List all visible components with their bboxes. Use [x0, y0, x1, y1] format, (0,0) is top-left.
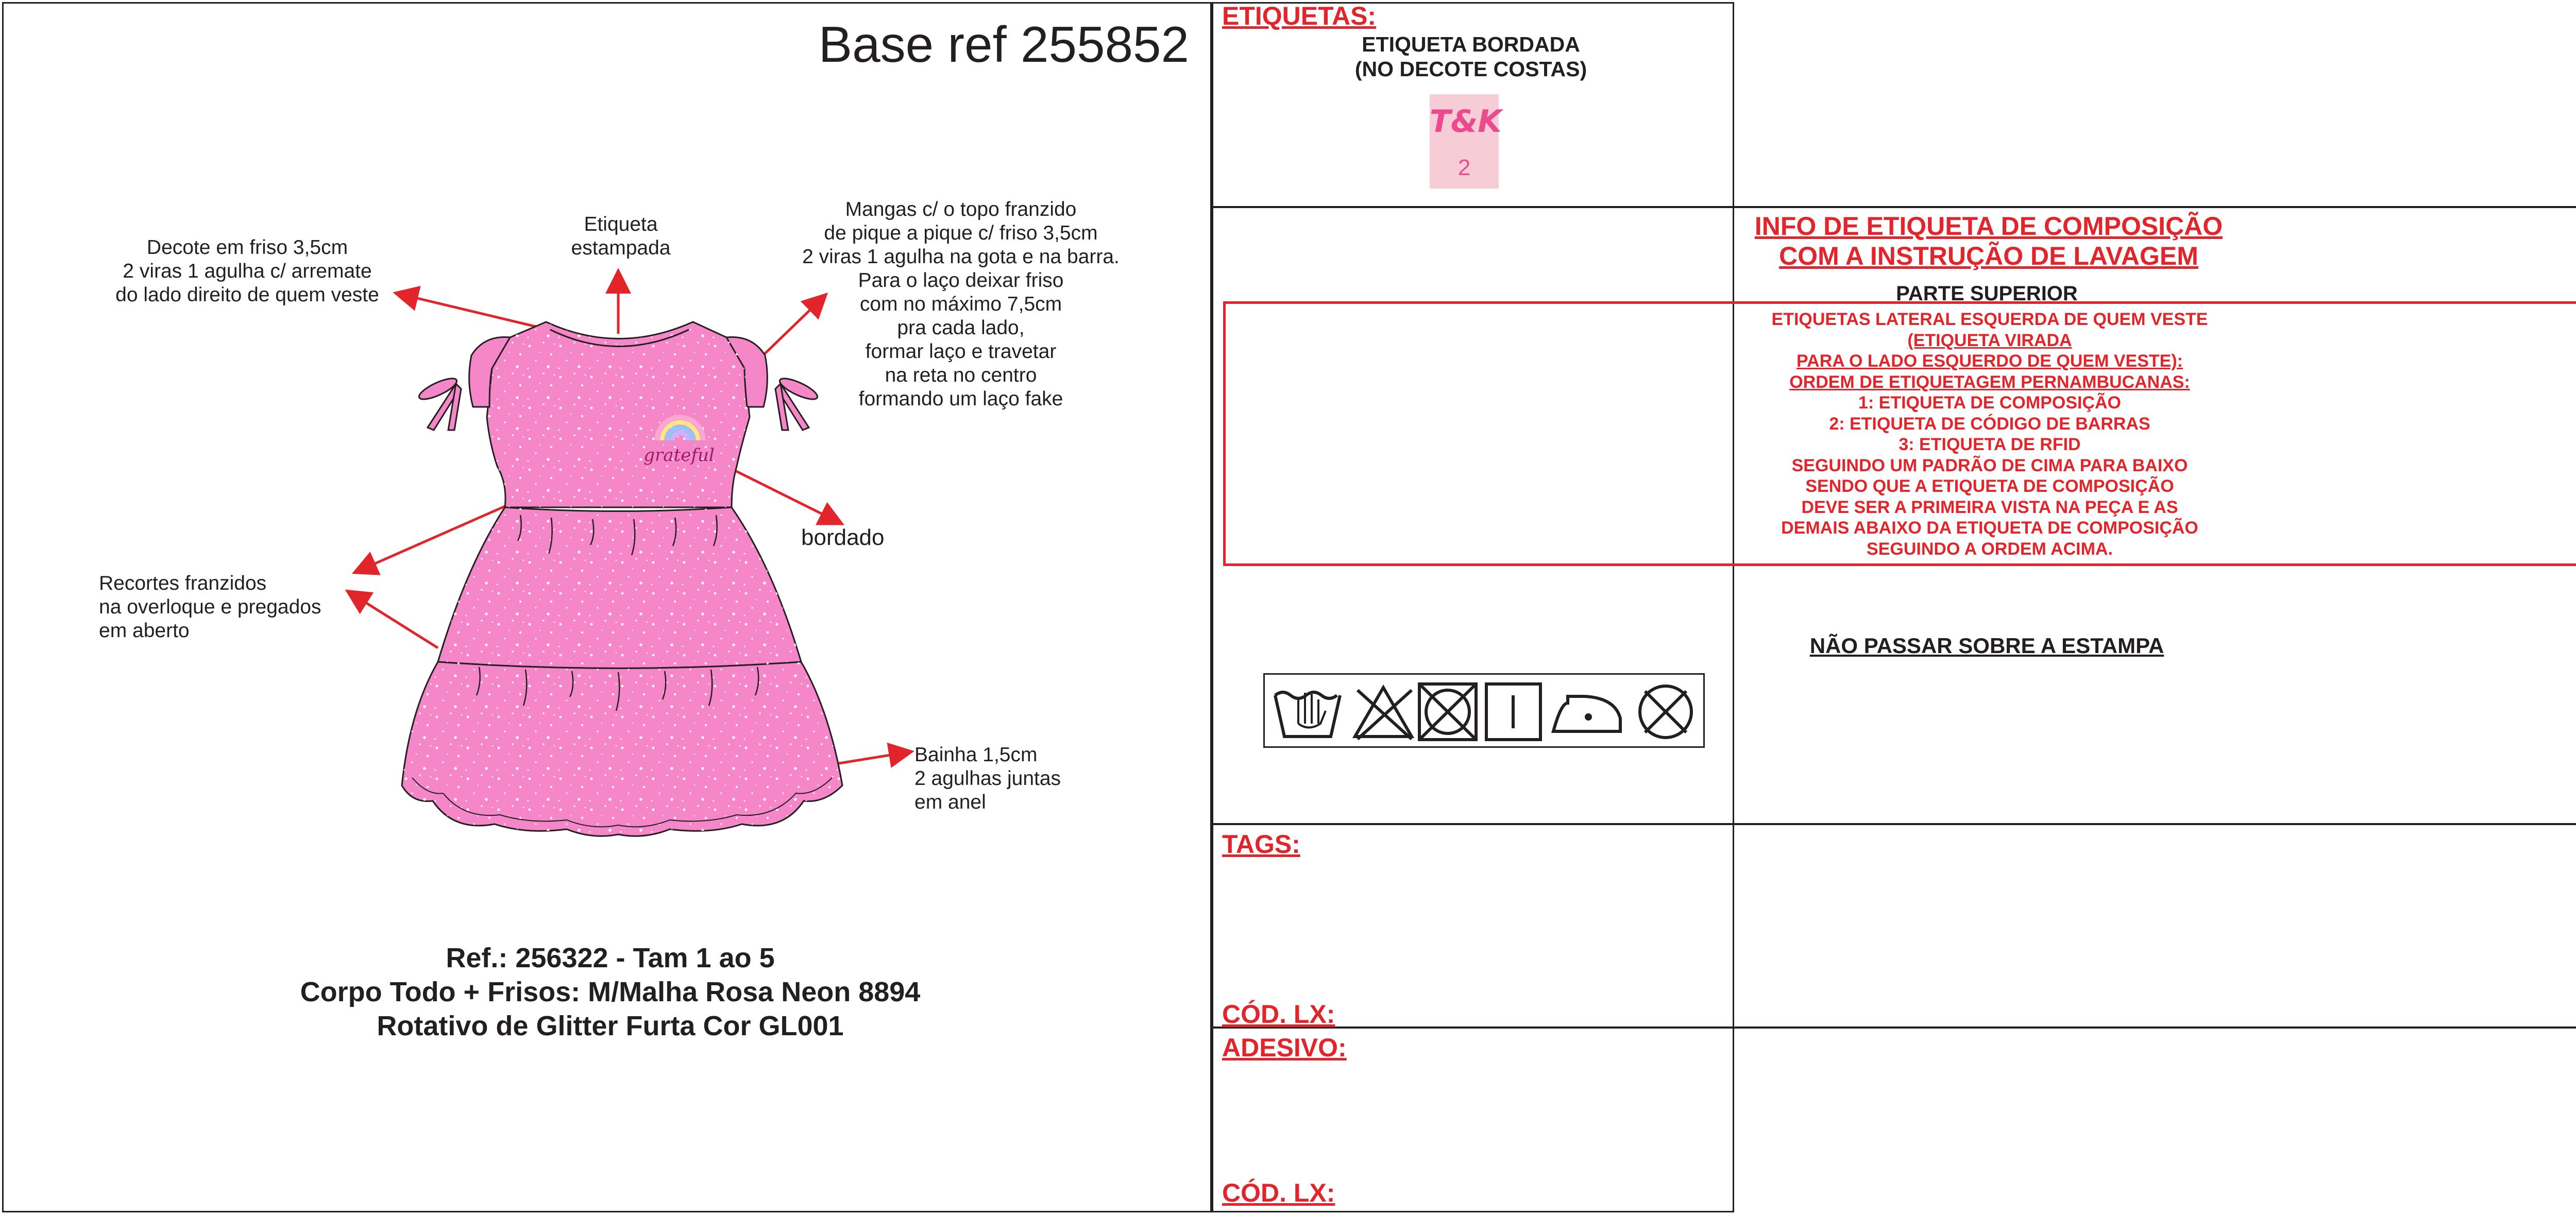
fabric-body: Corpo Todo + Frisos: M/Malha Rosa Neon 8894 — [300, 977, 921, 1007]
note-bainha: Bainha 1,5cm 2 agulhas juntas em anel — [914, 744, 1061, 813]
note-etiqueta-estampada: Etiqueta estampada — [571, 213, 671, 259]
note-bordado: bordado — [801, 525, 885, 550]
divider-etiquetas — [1213, 206, 2576, 208]
no-bleach-icon — [1355, 688, 1412, 739]
tags-cod-lx: CÓD. LX: — [1222, 1000, 1335, 1029]
adesivo-cod-lx: CÓD. LX: — [1222, 1178, 1335, 1207]
note-recortes: Recortes franzidos na overloque e pregados em aberto — [99, 572, 321, 642]
line-dry-icon — [1486, 684, 1540, 740]
composition-instructions: ETIQUETAS LATERAL ESQUERDA DE QUEM VESTE (ETIQUETA VIRADA PARA O LADO ESQUERDO DE QUEM VESTE): ORDEM DE ETIQUETAGEM PERNAMBUCANAS: 1: ETIQUETA DE COMPOSIÇÃO 2: ETIQUETA DE CÓDIGO DE BARRAS 3: ETIQUETA DE RFID SEGUINDO UM PADRÃO DE CIMA PARA BAIXO SENDO QUE A ETIQUETA DE COMPOSIÇÃO DEVE SER A PRIMEIRA VISTA NA PEÇA E AS DEMAIS ABAIXO DA ETIQUETA DE COMPOSIÇÃO SEGUINDO A ORDEM ACIMA. — [1771, 310, 2208, 559]
etiqueta-bordada-text: ETIQUETA BORDADA (NO DECOTE COSTAS) — [1354, 32, 1587, 81]
fabric-info — [10, 941, 1210, 1043]
label-size: 2 — [1458, 155, 1471, 180]
parte-superior: PARTE SUPERIOR — [1896, 282, 2078, 305]
note-mangas: Mangas c/ o topo franzido de pique a pique c/ friso 3,5cm 2 viras 1 agulha na gota e na barra. Para o laço deixar friso com no máximo 7,5cm pra cada lado, formar laço e travetar na reta no centro formando um laço fake — [802, 198, 1120, 410]
base-ref-title: Base ref 255852 — [818, 16, 1189, 73]
hand-wash-icon — [1275, 692, 1340, 737]
nao-passar-text: NÃO PASSAR SOBRE A ESTAMPA — [1809, 634, 2164, 658]
brand-label — [1430, 94, 1502, 189]
fabric-print: Rotativo de Glitter Furta Cor GL001 — [377, 1011, 844, 1041]
tags-title: TAGS: — [1222, 830, 1300, 859]
composicao-title: INFO DE ETIQUETA DE COMPOSIÇÃO COM A INSTRUÇÃO DE LAVAGEM — [1754, 212, 2223, 270]
right-bow — [775, 374, 820, 430]
no-dry-clean-icon — [1640, 686, 1691, 738]
iron-low-icon — [1553, 696, 1620, 731]
brand-logo: T&K — [1430, 104, 1502, 140]
divider-tags — [1213, 823, 2576, 825]
care-symbols — [1263, 673, 1705, 748]
etiquetas-title: ETIQUETAS: — [1222, 2, 1377, 30]
left-bow — [417, 374, 461, 430]
dress-illustration — [402, 309, 845, 850]
fabric-ref: Ref.: 256322 - Tam 1 ao 5 — [446, 943, 775, 973]
no-tumble-dry-icon — [1419, 684, 1476, 740]
note-decote: Decote em friso 3,5cm 2 viras 1 agulha c/ arremate do lado direito de quem veste — [115, 236, 379, 306]
divider-adesivo — [1213, 1026, 2576, 1029]
adesivo-title: ADESIVO: — [1222, 1033, 1347, 1062]
sidebar-divider — [1210, 2, 1213, 1212]
embroidery-text: grateful — [643, 445, 715, 466]
